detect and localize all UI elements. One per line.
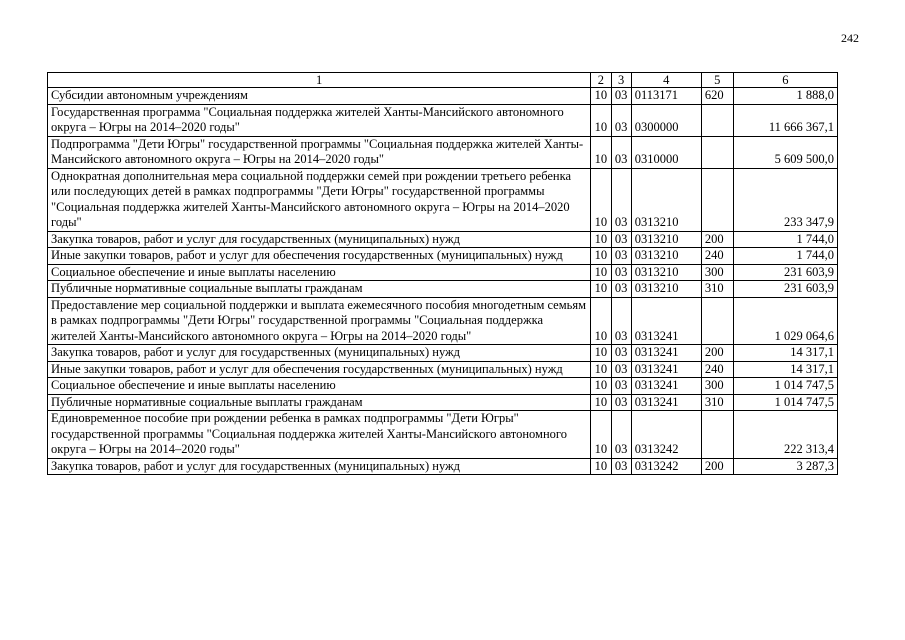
budget-table: [47, 72, 838, 475]
table-row: [48, 88, 838, 105]
row-expense-type-cell: 300: [701, 378, 733, 395]
row-subsection-cell: 03: [611, 168, 631, 231]
table-header-row: [48, 73, 838, 88]
row-name-cell: Однократная дополнительная мера социальной поддержки семей при рождении третьего ребенка или последующих детей в рамках подпрограммы "Дети Югры" государственной программы "Социальная поддержка жителей Ханты-Мансийского автономного округа – Югры на 2014–2020 годы": [48, 168, 591, 231]
row-name-cell: Предоставление мер социальной поддержки и выплата ежемесячного пособия многодетным семьям в рамках подпрограммы "Дети Югры" государственной программы "Социальная поддержка жителей Ханты-Мансийского автономного округа – Югры на 2014–2020 годы": [48, 297, 591, 345]
row-name-cell: Закупка товаров, работ и услуг для государственных (муниципальных) нужд: [48, 345, 591, 362]
row-target-article-cell: 0313242: [631, 458, 701, 475]
row-subsection-cell: 03: [611, 361, 631, 378]
row-amount-cell: 231 603,9: [733, 281, 837, 298]
table-row: [48, 104, 838, 136]
column-header-2: 2: [591, 73, 611, 88]
row-name-cell: Иные закупки товаров, работ и услуг для обеспечения государственных (муниципальных) нужд: [48, 248, 591, 265]
row-target-article-cell: 0313241: [631, 394, 701, 411]
row-subsection-cell: 03: [611, 281, 631, 298]
table-row: [48, 394, 838, 411]
column-header-1: 1: [48, 73, 591, 88]
row-expense-type-cell: [701, 136, 733, 168]
row-subsection-cell: 03: [611, 297, 631, 345]
row-section-cell: 10: [591, 411, 611, 459]
table-row: [48, 297, 838, 345]
table-row: [48, 458, 838, 475]
table-row: [48, 231, 838, 248]
table-row: [48, 264, 838, 281]
row-section-cell: 10: [591, 231, 611, 248]
column-header-6: 6: [733, 73, 837, 88]
row-name-cell: Публичные нормативные социальные выплаты гражданам: [48, 394, 591, 411]
row-name-cell: Иные закупки товаров, работ и услуг для обеспечения государственных (муниципальных) нужд: [48, 361, 591, 378]
row-amount-cell: 5 609 500,0: [733, 136, 837, 168]
row-subsection-cell: 03: [611, 345, 631, 362]
row-name-cell: Государственная программа "Социальная поддержка жителей Ханты-Мансийского автономного округа – Югры на 2014–2020 годы": [48, 104, 591, 136]
row-section-cell: 10: [591, 104, 611, 136]
row-amount-cell: 3 287,3: [733, 458, 837, 475]
row-target-article-cell: 0310000: [631, 136, 701, 168]
row-expense-type-cell: 200: [701, 231, 733, 248]
row-section-cell: 10: [591, 458, 611, 475]
row-subsection-cell: 03: [611, 136, 631, 168]
row-target-article-cell: 0313241: [631, 345, 701, 362]
row-section-cell: 10: [591, 281, 611, 298]
row-target-article-cell: 0313241: [631, 297, 701, 345]
row-subsection-cell: 03: [611, 458, 631, 475]
row-expense-type-cell: 620: [701, 88, 733, 105]
row-section-cell: 10: [591, 378, 611, 395]
row-target-article-cell: 0313210: [631, 248, 701, 265]
row-amount-cell: 1 014 747,5: [733, 394, 837, 411]
row-section-cell: 10: [591, 264, 611, 281]
row-section-cell: 10: [591, 297, 611, 345]
row-section-cell: 10: [591, 136, 611, 168]
row-name-cell: Социальное обеспечение и иные выплаты населению: [48, 264, 591, 281]
row-name-cell: Субсидии автономным учреждениям: [48, 88, 591, 105]
row-target-article-cell: 0313210: [631, 281, 701, 298]
table-row: [48, 411, 838, 459]
row-amount-cell: 1 744,0: [733, 248, 837, 265]
row-section-cell: 10: [591, 361, 611, 378]
row-target-article-cell: 0113171: [631, 88, 701, 105]
row-expense-type-cell: [701, 297, 733, 345]
row-target-article-cell: 0313210: [631, 264, 701, 281]
row-target-article-cell: 0313242: [631, 411, 701, 459]
row-name-cell: Закупка товаров, работ и услуг для государственных (муниципальных) нужд: [48, 231, 591, 248]
column-header-5: 5: [701, 73, 733, 88]
row-subsection-cell: 03: [611, 394, 631, 411]
row-name-cell: Подпрограмма "Дети Югры" государственной программы "Социальная поддержка жителей Ханты-Мансийского автономного округа – Югры на 2014–2020 годы": [48, 136, 591, 168]
row-amount-cell: 1 744,0: [733, 231, 837, 248]
row-subsection-cell: 03: [611, 231, 631, 248]
row-expense-type-cell: 300: [701, 264, 733, 281]
row-expense-type-cell: [701, 411, 733, 459]
row-amount-cell: 222 313,4: [733, 411, 837, 459]
table-row: [48, 281, 838, 298]
table-row: [48, 248, 838, 265]
row-name-cell: Закупка товаров, работ и услуг для государственных (муниципальных) нужд: [48, 458, 591, 475]
row-target-article-cell: 0313210: [631, 231, 701, 248]
row-expense-type-cell: 200: [701, 345, 733, 362]
row-expense-type-cell: 200: [701, 458, 733, 475]
row-expense-type-cell: [701, 104, 733, 136]
row-expense-type-cell: 240: [701, 361, 733, 378]
table-body: [48, 88, 838, 475]
row-subsection-cell: 03: [611, 248, 631, 265]
table-row: [48, 168, 838, 231]
column-header-3: 3: [611, 73, 631, 88]
row-target-article-cell: 0313210: [631, 168, 701, 231]
row-amount-cell: 233 347,9: [733, 168, 837, 231]
row-amount-cell: 1 029 064,6: [733, 297, 837, 345]
row-section-cell: 10: [591, 394, 611, 411]
row-subsection-cell: 03: [611, 378, 631, 395]
row-name-cell: Социальное обеспечение и иные выплаты населению: [48, 378, 591, 395]
row-expense-type-cell: [701, 168, 733, 231]
row-subsection-cell: 03: [611, 88, 631, 105]
row-expense-type-cell: 310: [701, 394, 733, 411]
row-target-article-cell: 0300000: [631, 104, 701, 136]
row-amount-cell: 14 317,1: [733, 345, 837, 362]
row-section-cell: 10: [591, 88, 611, 105]
row-amount-cell: 11 666 367,1: [733, 104, 837, 136]
row-amount-cell: 1 888,0: [733, 88, 837, 105]
row-section-cell: 10: [591, 345, 611, 362]
table-row: [48, 136, 838, 168]
table-row: [48, 378, 838, 395]
row-amount-cell: 14 317,1: [733, 361, 837, 378]
row-section-cell: 10: [591, 168, 611, 231]
column-header-4: 4: [631, 73, 701, 88]
row-subsection-cell: 03: [611, 264, 631, 281]
row-target-article-cell: 0313241: [631, 361, 701, 378]
row-section-cell: 10: [591, 248, 611, 265]
row-name-cell: Публичные нормативные социальные выплаты гражданам: [48, 281, 591, 298]
table-row: [48, 345, 838, 362]
row-subsection-cell: 03: [611, 411, 631, 459]
page-number: 242: [841, 31, 859, 45]
row-amount-cell: 1 014 747,5: [733, 378, 837, 395]
row-amount-cell: 231 603,9: [733, 264, 837, 281]
row-expense-type-cell: 310: [701, 281, 733, 298]
row-subsection-cell: 03: [611, 104, 631, 136]
row-expense-type-cell: 240: [701, 248, 733, 265]
row-name-cell: Единовременное пособие при рождении ребенка в рамках подпрограммы "Дети Югры" государственной программы "Социальная поддержка жителей Ханты-Мансийского автономного округа – Югры на 2014–2020 годы": [48, 411, 591, 459]
row-target-article-cell: 0313241: [631, 378, 701, 395]
table-row: [48, 361, 838, 378]
